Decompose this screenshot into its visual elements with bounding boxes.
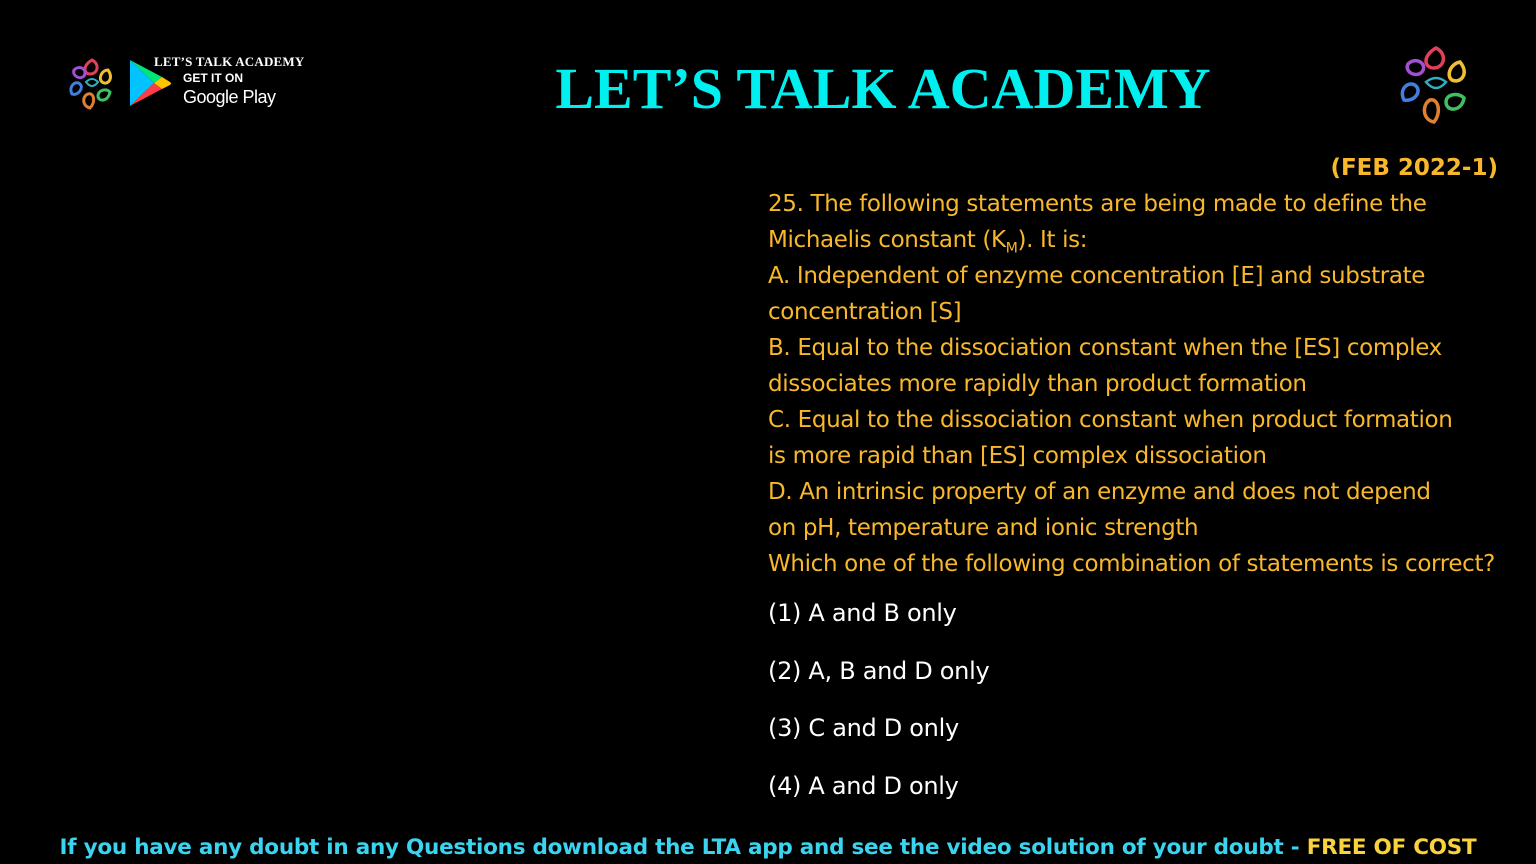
question-stem-line: 25. The following statements are being made to define the [768,191,1427,217]
answer-option-1[interactable]: (1) A and B only [768,599,957,627]
stem-text: Michaelis constant (K [768,227,1006,253]
statement-line: B. Equal to the dissociation constant when the [ES] complex [768,335,1442,361]
question-prompt: Which one of the following combination of statements is correct? [768,551,1495,577]
question-stem-line [768,222,1533,258]
answer-option-3[interactable]: (3) C and D only [768,714,959,742]
km-subscript: M [1005,240,1018,257]
answer-option-2[interactable]: (2) A, B and D only [768,656,990,685]
statement-line: is more rapid than [ES] complex dissociation [768,443,1267,469]
statement-line: dissociates more rapidly than product formation [768,371,1307,397]
protein-structure-logo-icon [60,52,124,120]
answer-options [768,595,989,825]
statement-line: C. Equal to the dissociation constant when product formation [768,407,1453,433]
page-title: LET’S TALK ACADEMY [555,56,1211,121]
footer-banner [0,832,1536,864]
badge-get-it-on: GET IT ON [183,71,243,85]
badge-brand-name: LET’S TALK ACADEMY [154,54,305,69]
statement-line: D. An intrinsic property of an enzyme and does not depend [768,479,1431,505]
footer-text: If you have any doubt in any Questions download the LTA app and see the video solution of your doubt - [59,835,1300,860]
statement-line: A. Independent of enzyme concentration [E] and substrate [768,263,1426,289]
google-play-badge[interactable] [58,48,338,120]
protein-structure-logo-icon [1390,40,1482,134]
footer-highlight: FREE OF COST [1306,835,1477,860]
statement-line: on pH, temperature and ionic strength [768,515,1199,541]
exam-tag: (FEB 2022-1) [1330,155,1498,181]
question-block [768,186,1533,582]
statement-line: concentration [S] [768,299,962,325]
stem-text: ). It is: [1017,227,1088,253]
answer-option-4[interactable]: (4) A and D only [768,771,959,800]
badge-store-name: Google Play [183,87,276,107]
